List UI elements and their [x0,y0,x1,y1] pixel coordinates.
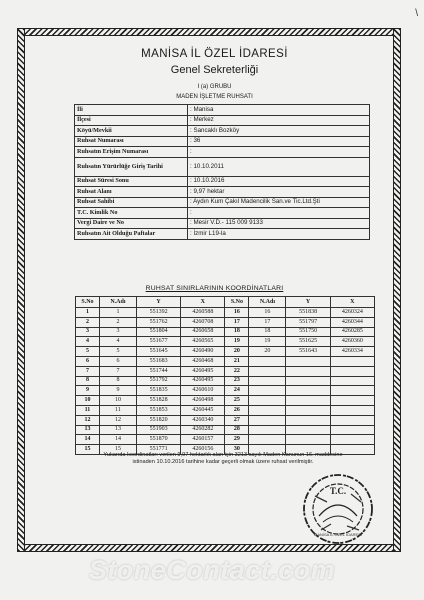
coordinate-cell-x: 4260468 [181,356,225,366]
coordinate-cell-x [330,435,374,445]
border-right [393,28,401,552]
coordinate-cell-y [286,376,330,386]
info-value: : 10.10.2011 [188,157,370,176]
coordinate-cell-sn: 21 [225,356,249,366]
info-label: Köyü/Mevkii [75,126,188,137]
coordinate-row [76,356,375,366]
coordinate-cell-na [249,356,286,366]
info-value: : Aydın Kum Çakıl Madencilik San.ve Tic.Ltd.Şti [188,197,370,208]
coordinate-cell-na: 16 [249,308,286,318]
coordinate-cell-x [330,356,374,366]
coordinate-cell-x: 4260282 [181,425,225,435]
coordinate-cell-na [249,435,286,445]
license-info-table [74,104,370,240]
coordinate-cell-sn: 24 [225,386,249,396]
coordinate-cell-y: 551643 [286,347,330,357]
info-label: Ruhsat Sahibi [75,197,188,208]
coordinate-cell-x: 4260658 [181,327,225,337]
coordinate-cell-na: 7 [99,366,136,376]
document-content [37,38,392,543]
coordinate-cell-x: 4260495 [181,366,225,376]
coordinate-row [76,435,375,445]
coordinate-cell-y [286,356,330,366]
coordinate-cell-na: 3 [99,327,136,337]
coordinate-cell-sn: 8 [76,376,100,386]
coordinate-cell-x [330,405,374,415]
coordinate-cell-x: 4260285 [330,327,374,337]
coordinates-header-row [76,297,375,308]
coordinate-cell-x [330,415,374,425]
info-value: : Mesir V.D.- 115 009 9133 [188,218,370,229]
coordinate-cell-y: 551625 [286,337,330,347]
info-value: : [188,208,370,219]
info-label: Ruhsatın Erişim Numarası [75,147,188,158]
col-header: X [330,297,374,308]
border-left [17,28,25,552]
coordinate-cell-y [286,435,330,445]
coordinate-cell-x: 4260565 [181,337,225,347]
coordinate-cell-sn: 19 [225,337,249,347]
coordinate-cell-na: 6 [99,356,136,366]
coordinate-cell-na: 2 [99,317,136,327]
footnote-line: istinaden 10.10.2016 tarihine kadar geçerli olmak üzere ruhsat verilmiştir. [132,459,314,465]
coordinate-cell-sn: 16 [225,308,249,318]
coordinate-cell-y: 551792 [136,376,180,386]
coordinate-cell-y: 551744 [136,366,180,376]
coordinate-cell-sn: 12 [76,415,100,425]
col-header: Y [136,297,180,308]
coordinate-cell-na: 5 [99,347,136,357]
info-value: : 36 [188,136,370,147]
coordinate-cell-y [286,405,330,415]
coordinate-cell-na: 12 [99,415,136,425]
coordinate-cell-y: 551392 [136,308,180,318]
info-row [75,105,370,116]
coordinate-cell-sn: 14 [76,435,100,445]
coordinate-cell-x: 4260708 [181,317,225,327]
coordinate-cell-y: 551870 [136,435,180,445]
info-label: İlçesi [75,115,188,126]
coordinate-cell-x: 4260490 [181,347,225,357]
coordinates-title: RUHSAT SINIRLARININ KOORDİNATLARI [145,285,284,292]
info-row [75,147,370,158]
coordinate-cell-na [249,366,286,376]
coordinate-cell-na: 14 [99,435,136,445]
coordinate-cell-sn: 6 [76,356,100,366]
coordinate-row [76,376,375,386]
license-type: MADEN İŞLETME RUHSATI [176,94,253,100]
coordinate-cell-x: 4260157 [181,435,225,445]
info-value: : Sancaklı Bozköy [188,126,370,137]
coordinate-cell-na: 8 [99,376,136,386]
coordinate-cell-na [249,376,286,386]
coordinate-cell-x: 4260588 [181,308,225,318]
coordinate-cell-x: 4260340 [181,415,225,425]
info-label: Ruhsat Alanı [75,187,188,198]
coordinate-cell-x: 4260498 [181,396,225,406]
info-value: : [188,147,370,158]
coordinate-cell-sn: 4 [76,337,100,347]
coordinate-cell-na [249,415,286,425]
coordinate-cell-y [286,415,330,425]
coordinate-row [76,347,375,357]
footnote-line: Yukarıda koordinatları verilen 9,97 hektarlık alan için 3213 sayılı Maden Kanunun 16. maddesine [103,452,343,458]
coordinate-cell-x [330,366,374,376]
info-label: Ruhsatın Ait Olduğu Paftalar [75,229,188,240]
coordinate-cell-sn: 26 [225,405,249,415]
coordinate-row [76,327,375,337]
coordinate-cell-sn: 3 [76,327,100,337]
document-title: MANİSA İL ÖZEL İDARESİ [141,48,288,60]
decorative-border [17,28,401,552]
coordinate-cell-y [286,425,330,435]
info-value: : Manisa [188,105,370,116]
coordinate-cell-sn: 13 [76,425,100,435]
coordinate-cell-x: 4260445 [181,405,225,415]
col-header: S.No [225,297,249,308]
info-row [75,218,370,229]
coordinate-cell-y: 551797 [286,317,330,327]
info-value: : Merkez [188,115,370,126]
coordinate-cell-sn: 20 [225,347,249,357]
coordinate-cell-y: 551903 [136,425,180,435]
coordinate-row [76,425,375,435]
info-row [75,115,370,126]
info-label: Vergi Daire ve No [75,218,188,229]
coordinate-row [76,386,375,396]
coordinate-cell-x [330,396,374,406]
info-row [75,157,370,176]
coordinate-cell-x: 4260334 [330,347,374,357]
coordinate-cell-x: 4260344 [330,317,374,327]
coordinate-row [76,366,375,376]
coordinate-cell-sn: 1 [76,308,100,318]
info-label: İli [75,105,188,116]
coordinate-cell-na: 20 [249,347,286,357]
coordinate-cell-na: 4 [99,337,136,347]
info-value: : 10.10.2016 [188,176,370,187]
coordinate-cell-x [330,425,374,435]
coordinate-cell-sn: 5 [76,347,100,357]
border-top [17,28,401,36]
coordinate-cell-sn: 2 [76,317,100,327]
coordinate-cell-y: 551771 [136,445,180,455]
coordinate-cell-y: 551677 [136,337,180,347]
coordinate-cell-y: 551804 [136,327,180,337]
coordinate-cell-sn: 18 [225,327,249,337]
col-header: S.No [76,297,100,308]
info-row [75,208,370,219]
svg-text:T.C.: T.C. [329,486,347,496]
coordinate-cell-x: 4260495 [181,376,225,386]
coordinate-row [76,337,375,347]
coordinate-cell-na: 17 [249,317,286,327]
coordinate-row [76,396,375,406]
coordinate-cell-na [249,396,286,406]
coordinate-cell-na: 1 [99,308,136,318]
info-value: : İzmir L19-la [188,229,370,240]
col-header: N.Adı [249,297,286,308]
coordinate-cell-na: 11 [99,405,136,415]
coordinate-cell-na: 18 [249,327,286,337]
info-row [75,126,370,137]
info-label: Ruhsatın Yürürlüğe Giriş Tarihi [75,157,188,176]
document-subtitle: Genel Sekreterliği [170,64,259,76]
footnote [73,452,373,466]
coordinate-cell-x: 4260324 [330,308,374,318]
coordinate-cell-na: 13 [99,425,136,435]
info-row [75,136,370,147]
coordinate-cell-y: 551835 [136,386,180,396]
coordinate-row [76,405,375,415]
info-row [75,187,370,198]
coordinate-cell-y [286,396,330,406]
coordinate-cell-na [249,425,286,435]
watermark-text: StoneContact.com [88,555,336,585]
coordinate-cell-sn: 11 [76,405,100,415]
coordinate-cell-na: 19 [249,337,286,347]
svg-text:MANİSA İL ÖZEL İDARESİ: MANİSA İL ÖZEL İDARESİ [314,532,362,537]
coordinate-cell-na [249,386,286,396]
col-header: N.Adı [99,297,136,308]
coordinate-cell-sn: 29 [225,435,249,445]
info-value: : 9,97 hektar [188,187,370,198]
coordinate-cell-sn: 22 [225,366,249,376]
coordinate-cell-sn: 23 [225,376,249,386]
coordinate-cell-na: 9 [99,386,136,396]
coordinate-cell-na [249,405,286,415]
group-label: I (a) GRUBU [197,84,232,90]
coordinate-cell-x: 4260156 [181,445,225,455]
coordinate-cell-x [330,376,374,386]
coordinate-cell-na: 15 [99,445,136,455]
coordinate-cell-y [286,366,330,376]
coordinate-cell-y: 551683 [136,356,180,366]
col-header: X [181,297,225,308]
coordinate-cell-x [330,386,374,396]
info-row [75,229,370,240]
coordinate-cell-y: 551762 [136,317,180,327]
info-label: T.C. Kimlik No [75,208,188,219]
col-header: Y [286,297,330,308]
coordinate-cell-y [286,386,330,396]
coordinate-cell-x: 4260610 [181,386,225,396]
info-row [75,176,370,187]
info-row [75,197,370,208]
coordinate-row [76,317,375,327]
coordinate-cell-y: 551820 [136,415,180,425]
coordinate-row [76,308,375,318]
coordinate-cell-sn: 30 [225,445,249,455]
coordinate-cell-y: 551645 [136,347,180,357]
coordinate-cell-y: 551750 [286,327,330,337]
coordinate-cell-sn: 15 [76,445,100,455]
coordinate-cell-sn: 27 [225,415,249,425]
coordinate-cell-sn: 9 [76,386,100,396]
coordinate-cell-sn: 25 [225,396,249,406]
coordinate-cell-y: 551853 [136,405,180,415]
coordinate-cell-sn: 10 [76,396,100,406]
coordinate-cell-sn: 28 [225,425,249,435]
info-label: Ruhsat Numarası [75,136,188,147]
coordinate-cell-sn: 7 [76,366,100,376]
official-seal-stamp [301,472,375,546]
coordinate-cell-x: 4260360 [330,337,374,347]
coordinates-table [75,296,375,455]
corner-mark: \ [415,8,418,19]
coordinate-cell-y: 551828 [136,396,180,406]
coordinate-cell-na: 10 [99,396,136,406]
info-label: Ruhsat Süresi Sonu [75,176,188,187]
coordinate-cell-y: 551838 [286,308,330,318]
coordinate-cell-sn: 17 [225,317,249,327]
coordinate-row [76,415,375,425]
